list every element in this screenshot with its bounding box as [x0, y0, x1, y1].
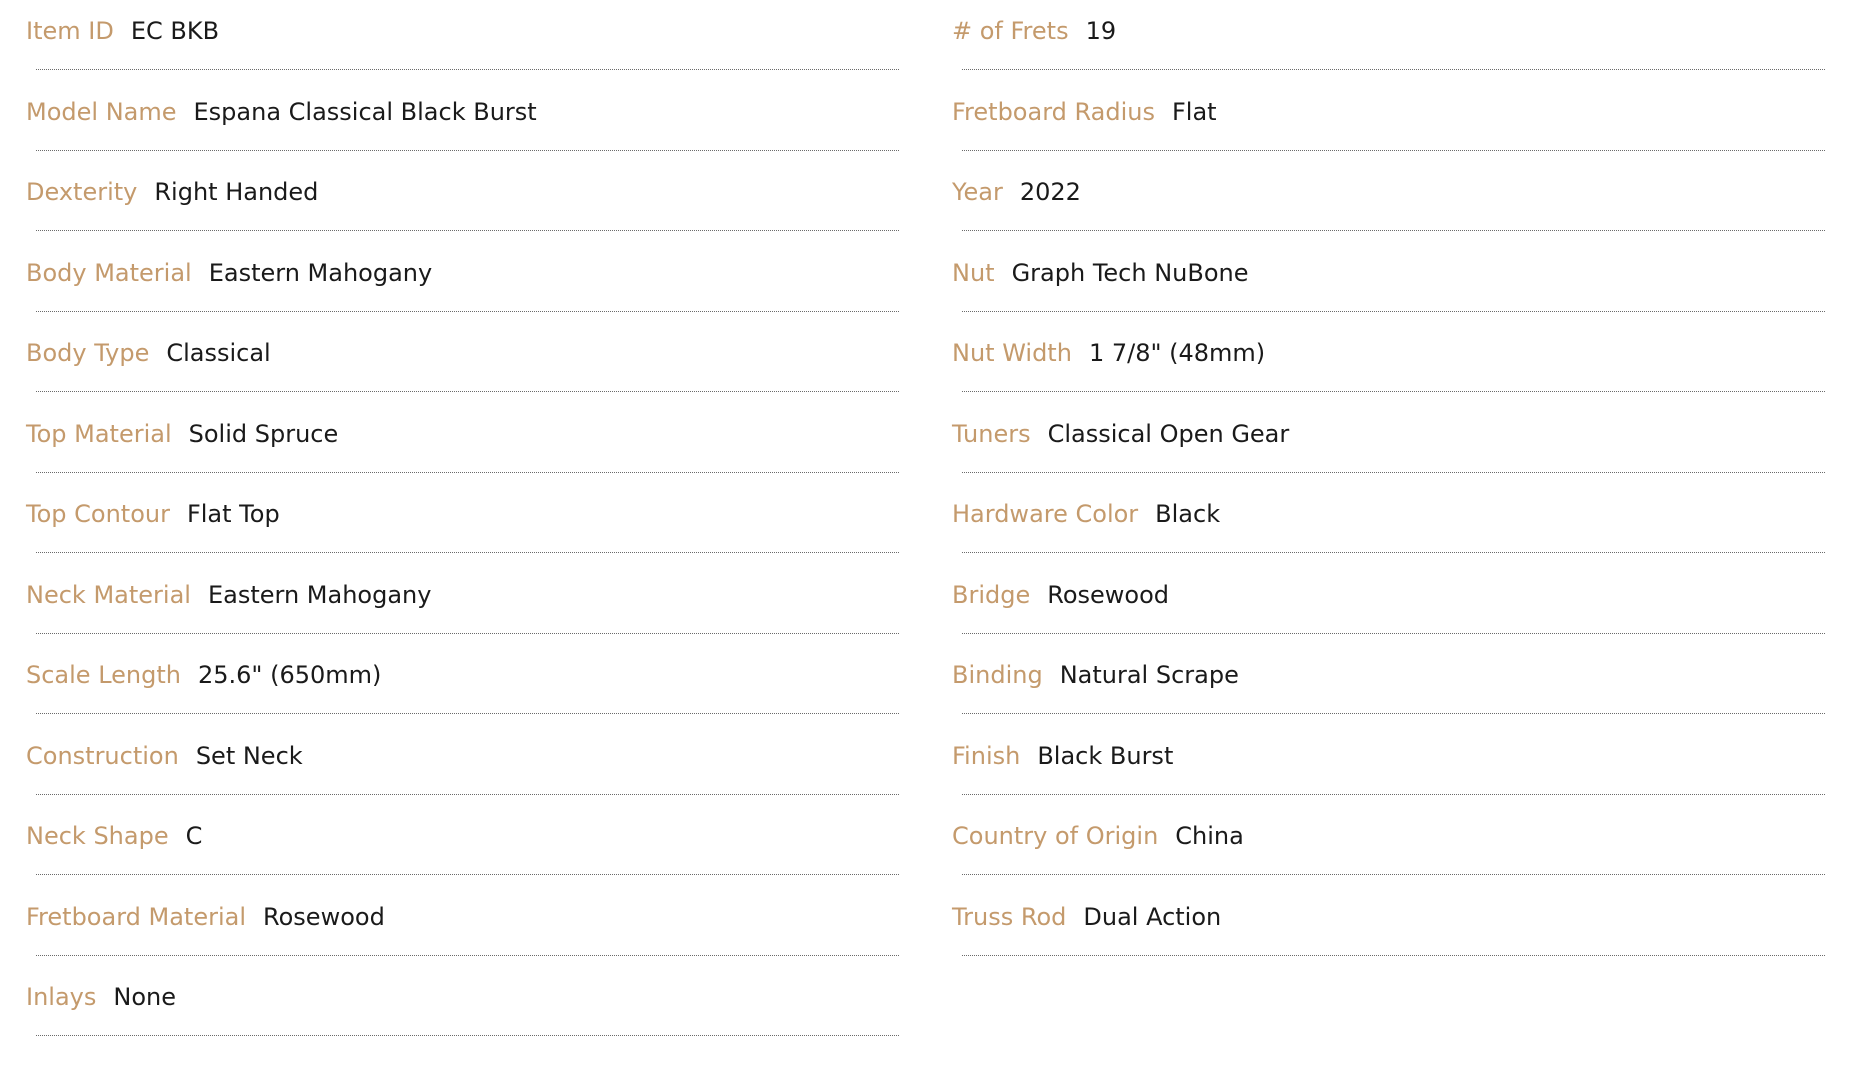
- spec-label: Neck Shape: [26, 822, 169, 850]
- dotted-divider: [962, 633, 1825, 634]
- spec-row-truss-rod: [952, 886, 1825, 967]
- spec-row-finish: [952, 725, 1825, 806]
- spec-value: Eastern Mahogany: [208, 258, 433, 287]
- dotted-divider: [36, 230, 899, 231]
- spec-label: Model Name: [26, 97, 177, 126]
- spec-label: Binding: [952, 661, 1043, 689]
- spec-row-construction: [26, 725, 899, 806]
- spec-label: Fretboard Material: [26, 902, 247, 931]
- spec-value: Rosewood: [263, 902, 385, 931]
- spec-label: Year: [952, 178, 1003, 206]
- spec-value: Set Neck: [195, 741, 303, 770]
- spec-column-left: [26, 0, 899, 1047]
- dotted-divider: [962, 794, 1825, 795]
- spec-value: Black: [1155, 500, 1221, 528]
- spec-row-year: [952, 161, 1825, 242]
- spec-value: Eastern Mahogany: [207, 580, 432, 609]
- spec-label: Nut Width: [952, 339, 1072, 367]
- spec-row-fretboard-radius: [952, 81, 1825, 162]
- spec-value: Right Handed: [154, 178, 319, 206]
- dotted-divider: [36, 1035, 899, 1036]
- spec-label: Top Material: [26, 419, 172, 448]
- dotted-divider: [36, 633, 899, 634]
- spec-row-frets: [952, 0, 1825, 81]
- spec-row-binding: [952, 644, 1825, 725]
- spec-label: Neck Material: [26, 580, 191, 609]
- spec-value: Rosewood: [1047, 580, 1170, 609]
- spec-value: 2022: [1019, 178, 1081, 206]
- spec-row-item-id: [26, 0, 899, 81]
- spec-value: Solid Spruce: [188, 419, 339, 448]
- spec-label: Finish: [952, 741, 1021, 770]
- dotted-divider: [962, 472, 1825, 473]
- dotted-divider: [36, 69, 899, 70]
- spec-value: Flat Top: [186, 500, 280, 528]
- spec-label: Hardware Color: [952, 500, 1139, 528]
- dotted-divider: [36, 150, 899, 151]
- spec-label: # of Frets: [952, 17, 1069, 45]
- spec-row-nut: [952, 242, 1825, 323]
- dotted-divider: [36, 874, 899, 875]
- spec-row-inlays: [26, 966, 899, 1047]
- dotted-divider: [36, 391, 899, 392]
- spec-row-body-material: [26, 242, 899, 323]
- spec-row-neck-shape: [26, 805, 899, 886]
- spec-value: Classical Open Gear: [1047, 419, 1290, 448]
- dotted-divider: [962, 874, 1825, 875]
- spec-label: Body Material: [26, 258, 192, 287]
- spec-row-tuners: [952, 403, 1825, 484]
- spec-label: Bridge: [952, 580, 1031, 609]
- dotted-divider: [962, 391, 1825, 392]
- spec-row-hardware-color: [952, 483, 1825, 564]
- dotted-divider: [962, 230, 1825, 231]
- spec-value: Black Burst: [1037, 741, 1174, 770]
- dotted-divider: [36, 552, 899, 553]
- spec-row-body-type: [26, 322, 899, 403]
- spec-value: 25.6" (650mm): [197, 661, 382, 689]
- spec-row-top-contour: [26, 483, 899, 564]
- spec-row-scale-length: [26, 644, 899, 725]
- dotted-divider: [962, 69, 1825, 70]
- spec-row-model-name: [26, 81, 899, 162]
- dotted-divider: [962, 150, 1825, 151]
- spec-label: Construction: [26, 741, 179, 770]
- spec-row-fretboard-material: [26, 886, 899, 967]
- spec-label: Truss Rod: [952, 902, 1067, 931]
- spec-value: Dual Action: [1083, 902, 1222, 931]
- spec-row-nut-width: [952, 322, 1825, 403]
- dotted-divider: [36, 794, 899, 795]
- spec-label: Dexterity: [26, 178, 138, 206]
- dotted-divider: [962, 311, 1825, 312]
- spec-value: Natural Scrape: [1059, 661, 1239, 689]
- spec-label: Body Type: [26, 339, 150, 367]
- spec-value: C: [185, 822, 203, 850]
- spec-label: Tuners: [952, 419, 1031, 448]
- spec-label: Inlays: [26, 983, 97, 1011]
- spec-label: Fretboard Radius: [952, 97, 1155, 126]
- dotted-divider: [36, 955, 899, 956]
- spec-row-country-of-origin: [952, 805, 1825, 886]
- spec-value: Classical: [166, 339, 271, 367]
- dotted-divider: [962, 955, 1825, 956]
- spec-label: Item ID: [26, 17, 114, 45]
- spec-value: China: [1175, 822, 1244, 850]
- spec-label: Top Contour: [26, 500, 170, 528]
- dotted-divider: [36, 472, 899, 473]
- spec-value: Flat: [1171, 97, 1217, 126]
- spec-label: Country of Origin: [952, 822, 1159, 850]
- dotted-divider: [36, 311, 899, 312]
- spec-row-dexterity: [26, 161, 899, 242]
- spec-value: 1 7/8" (48mm): [1088, 339, 1266, 367]
- spec-row-top-material: [26, 403, 899, 484]
- spec-row-bridge: [952, 564, 1825, 645]
- spec-column-right: [952, 0, 1825, 966]
- dotted-divider: [962, 713, 1825, 714]
- spec-value: 19: [1085, 17, 1117, 45]
- spec-value: Graph Tech NuBone: [1011, 258, 1249, 287]
- spec-label: Scale Length: [26, 661, 181, 689]
- spec-label: Nut: [952, 258, 995, 287]
- dotted-divider: [962, 552, 1825, 553]
- spec-value: None: [113, 983, 176, 1011]
- spec-row-neck-material: [26, 564, 899, 645]
- dotted-divider: [36, 713, 899, 714]
- spec-value: Espana Classical Black Burst: [193, 97, 537, 126]
- spec-value: EC BKB: [130, 17, 220, 45]
